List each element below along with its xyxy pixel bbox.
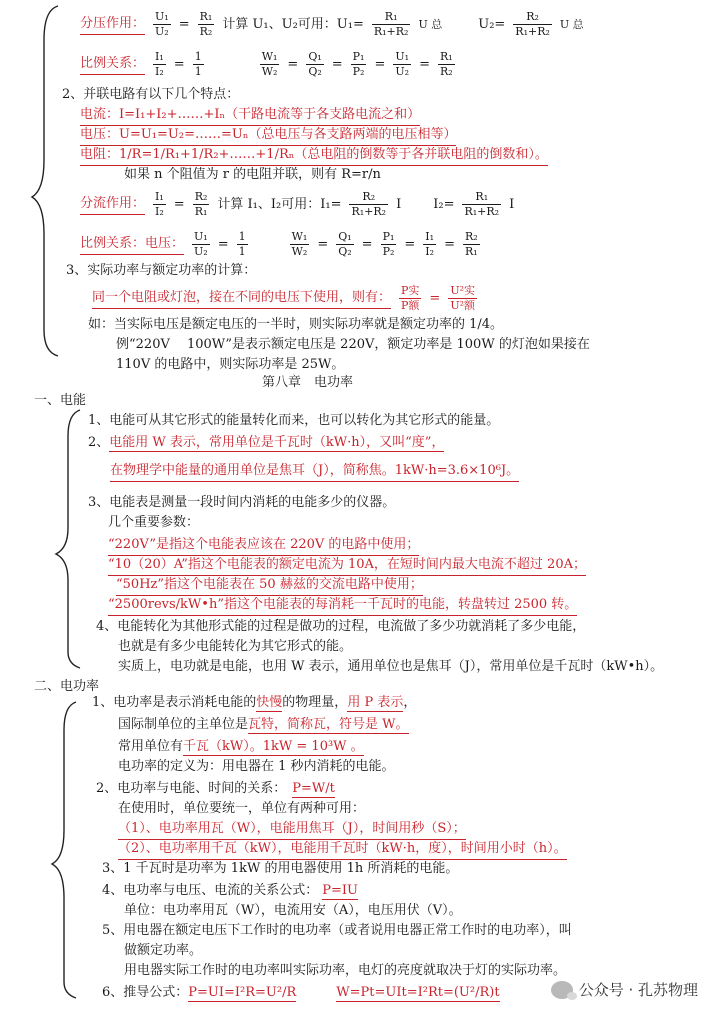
param-3: “50Hz”指这个电能表在 50 赫兹的交流电路中使用； (116, 576, 423, 596)
power-1a: 1、电功率是表示消耗电能的快慢的物理量，用 P 表示， (92, 695, 417, 710)
wechat-icon (551, 981, 573, 999)
energy-4c: 实质上，电功就是电能，也用 W 表示，通用单位也是焦耳（J），常用单位是千瓦时（kW•h）。 (118, 659, 664, 674)
power-2b: 在使用时，单位要统一，单位有两种可用： (118, 801, 366, 816)
actual-heading: 3、实际功率与额定功率的计算： (66, 263, 257, 278)
param-4: “2500revs/kW•h”指这个电能表的每消耗一千瓦时的电能，转盘转过 2500 转。 (108, 596, 577, 616)
power-1b: 国际制单位的主单位是瓦特，简称瓦，符号是 W。 (118, 717, 409, 732)
chapter-title: 第八章 电功率 (262, 375, 354, 390)
energy-3b: 几个重要参数： (108, 515, 200, 530)
power-2: 2、电功率与电能、时间的关系： P=W/t (96, 781, 335, 796)
power-1c: 常用单位有千瓦（kW）。1kW = 10³W 。 (118, 739, 364, 754)
parallel-current: 电流：I=I₁+I₂+……+Iₙ（干路电流等于各支路电流之和） (80, 106, 420, 126)
energy-2b: 在物理学中能量的通用单位是焦耳（J），简称焦。1kW·h=3.6×10⁶J。 (110, 462, 519, 482)
power-5c: 用电器实际工作时的电功率叫实际功率，电灯的亮度就取决于灯的实际功率。 (124, 963, 567, 978)
divider-title: 分压作用： (80, 15, 145, 35)
power-5a: 5、用电器在额定电压下工作时的电功率（或者说用电器正常工作时的电功率），叫 (102, 923, 572, 938)
example-2: 例“220V 100W”是表示额定电压是 220V，额定功率是 100W 的灯泡如果接在 (116, 337, 590, 352)
param-2: “10（20）A”指这个电能表的额定电流为 10A，在短时间内最大电流不超过 20A； (108, 556, 586, 576)
power-4: 4、电功率与电压、电流的关系公式： P=IU (102, 883, 359, 898)
example-1: 如：当实际电压是额定电压的一半时，则实际功率就是额定功率的 1/4。 (88, 317, 504, 332)
voltage-divider-row: 分压作用： $\frac{\text{U₁}}{\text{U₂}}$ = $\frac{\text{R₁}}{\text{R₂}}$ 计算 U₁、U₂可用：U₁= $\frac{\text{R₁}}{\text{R₁+R₂}}$ U 总 U₂= $\frac{\text{R₂}}{\text{R₁+R₂}}$ U 总 (80, 10, 584, 38)
parallel-voltage: 电压：U=U₁=U₂=……=Uₙ（总电压与各支路两端的电压相等） (80, 126, 456, 146)
energy-4a: 4、电能转化为其他形式能的过程是做功的过程，电流做了多少功就消耗了多少电能， (96, 619, 586, 634)
shunt-row: 分流作用： $\frac{\text{I₁}}{\text{I₂}}$ = $\frac{\text{R₂}}{\text{R₁}}$ 计算 I₁、I₂可用：I₁= $\frac{\text{R₂}}{\text{R₁+R₂}}$ I I₂= $\frac{\text{R₁}}{\text{R₁+R₂}}$ I (80, 190, 515, 218)
parallel-heading: 2、并联电路有以下几个特点： (62, 87, 240, 102)
power-5b: 做额定功率。 (124, 943, 203, 958)
n-resistors: 如果 n 个阻值为 r 的电阻并联，则有 R=r/n (124, 167, 381, 182)
power-1d: 电功率的定义为：用电器在 1 秒内消耗的电能。 (118, 759, 395, 774)
power-2d: （2）、电功率用千瓦（kW），电能用千瓦时（kW·h，度），时间用小时（h）。 (118, 840, 567, 860)
power-6: 6、推导公式：P=UI=I²R=U²/R W=Pt=UIt=I²Rt=(U²/R)t (102, 985, 500, 1000)
ratio2-title: 比例关系：电压： (80, 235, 184, 255)
power-4b: 单位：电功率用瓦（W），电流用安（A），电压用伏（V）。 (124, 903, 462, 918)
ratio-row-1: 比例关系： $\frac{\text{I₁}}{\text{I₂}}$ = $\frac{1}{1}$ $\frac{\text{W₁}}{\text{W₂}}$ = $\frac{\text{Q₁}}{\text{Q₂}}$ = $\frac{\text{P₁}}{\text{P₂}}$ = $\frac{\text{U₁}}{\text{U₂}}$ = $\frac{\text{R₁}}{\text{R₂}}$ (80, 50, 453, 78)
energy-4b: 也就是有多少电能转化为其它形式的能。 (118, 639, 353, 654)
ratio-row-2: 比例关系：电压： $\frac{\text{U₁}}{\text{U₂}}$ = $\frac{1}{1}$ $\frac{\text{W₁}}{\text{W₂}}$ = $\frac{\text{Q₁}}{\text{Q₂}}$ = $\frac{\text{P₁}}{\text{P₂}}$ = $\frac{\text{I₁}}{\text{I₂}}$ = $\frac{\text{R₂}}{\text{R₁}}$ (80, 230, 478, 258)
shunt-title: 分流作用： (80, 195, 145, 215)
power-heading: 二、电功率 (34, 679, 100, 694)
energy-3: 3、电能表是测量一段时间内消耗的电能多少的仪器。 (88, 495, 396, 510)
energy-2a: 2、电能用 W 表示，常用单位是千瓦时（kW·h），又叫“度”， (88, 435, 445, 450)
power-3: 3、1 千瓦时是功率为 1kW 的用电器使用 1h 所消耗的电能。 (102, 861, 459, 876)
power-2c: （1）、电功率用瓦（W），电能用焦耳（J），时间用秒（S）； (118, 820, 466, 840)
watermark: 公众号 · 孔苏物理 (551, 979, 698, 1000)
ratio-title: 比例关系： (80, 55, 145, 75)
same-resistor-row: 同一个电阻或灯泡，接在不同的电压下使用，则有： $\frac{\text{P实}}{\text{P额}}$ = $\frac{\text{U²实}}{\text{U²额}}$ (92, 284, 476, 312)
energy-1: 1、电能可从其它形式的能量转化而来，也可以转化为其它形式的能量。 (88, 413, 500, 428)
example-3: 110V 的电路中，则实际功率是 25W。 (116, 357, 345, 372)
energy-heading: 一、电能 (34, 393, 87, 408)
divider-calc: 计算 U₁、U₂可用：U₁= (222, 16, 364, 32)
parallel-resistance: 电阻：1/R=1/R₁+1/R₂+……+1/Rₙ（总电阻的倒数等于各并联电阻的倒数和）。 (80, 146, 548, 166)
param-1: “220V”是指这个电能表应该在 220V 的电路中使用； (108, 536, 419, 556)
